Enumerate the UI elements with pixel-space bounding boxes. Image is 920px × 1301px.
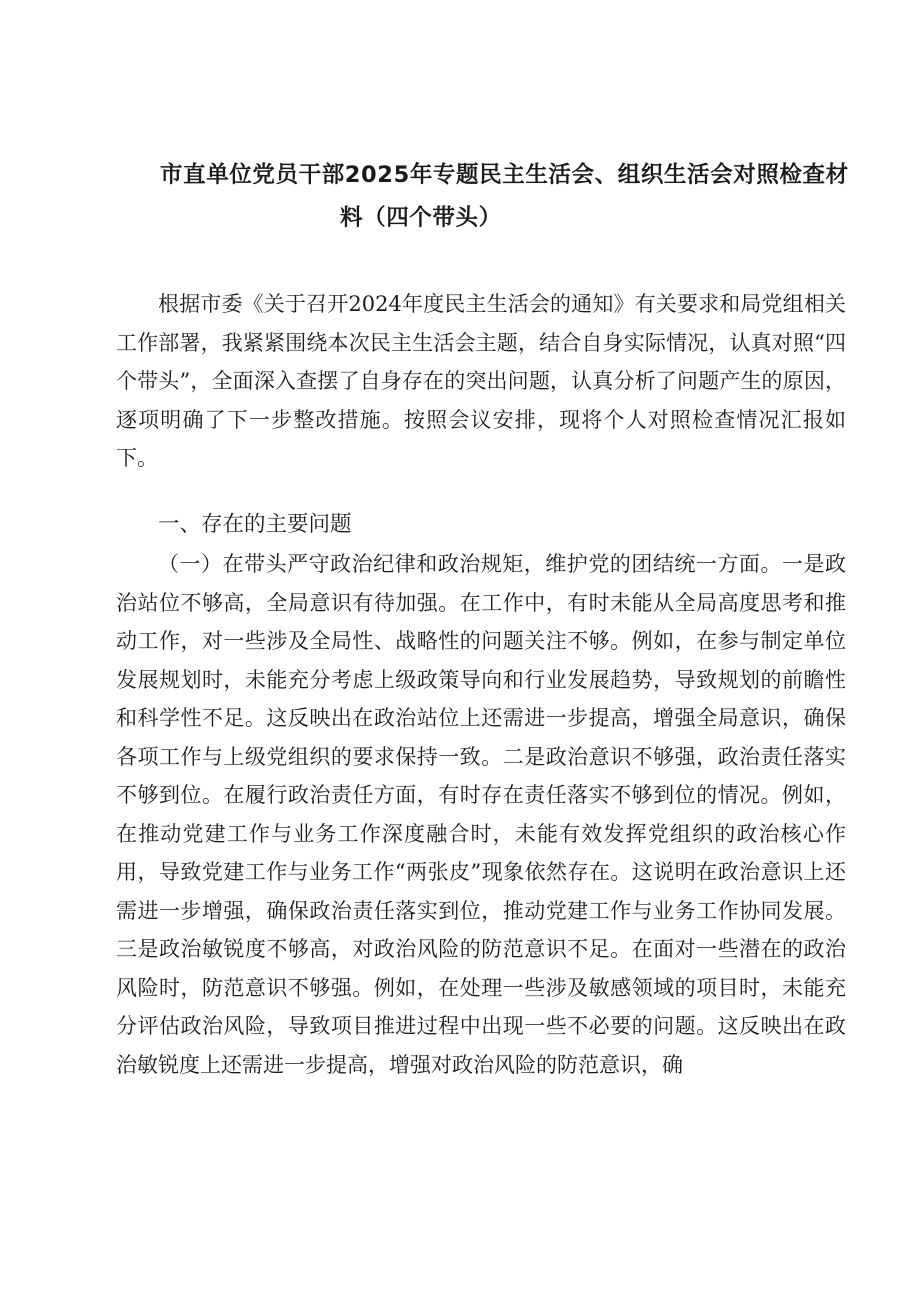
section-body-block bbox=[116, 545, 846, 1084]
section-paragraph: （一）在带头严守政治纪律和政治规矩，维护党的团结统一方面。一是政治站位不够高，全局意识有待加强。在工作中，有时未能从全局高度思考和推动工作，对一些涉及全局性、战略性的问题关注不够。例如，在参与制定单位发展规划时，未能充分考虑上级政策导向和行业发展趋势，导致规划的前瞻性和科学性不足。这反映出在政治站位上还需进一步提高，增强全局意识，确保各项工作与上级党组织的要求保持一致。二是政治意识不够强，政治责任落实不够到位。在履行政治责任方面，有时存在责任落实不够到位的情况。例如，在推动党建工作与业务工作深度融合时，未能有效发挥党组织的政治核心作用，导致党建工作与业务工作“两张皮”现象依然存在。这说明在政治意识上还需进一步增强，确保政治责任落实到位，推动党建工作与业务工作协同发展。三是政治敏锐度不够高，对政治风险的防范意识不足。在面对一些潜在的政治风险时，防范意识不够强。例如，在处理一些涉及敏感领域的项目时，未能充分评估政治风险，导致项目推进过程中出现一些不必要的问题。这反映出在政治敏锐度上还需进一步提高，增强对政治风险的防范意识，确 bbox=[116, 552, 846, 1077]
document-title-line-1: 市直单位党员干部2025年专题民主生活会、组织生活会对照检查材 bbox=[160, 162, 849, 188]
document-title-line-2: 料（四个带头） bbox=[340, 205, 502, 231]
intro-block bbox=[116, 285, 846, 478]
intro-paragraph: 根据市委《关于召开2024年度民主生活会的通知》有关要求和局党组相关工作部署，我紧紧围绕本次民主生活会主题，结合自身实际情况，认真对照“四个带头”，全面深入查摆了自身存在的突出问题，认真分析了问题产生的原因，逐项明确了下一步整改措施。按照会议安排，现将个人对照检查情况汇报如下。 bbox=[116, 292, 846, 470]
section-heading-main-problems: 一、存在的主要问题 bbox=[158, 512, 352, 537]
